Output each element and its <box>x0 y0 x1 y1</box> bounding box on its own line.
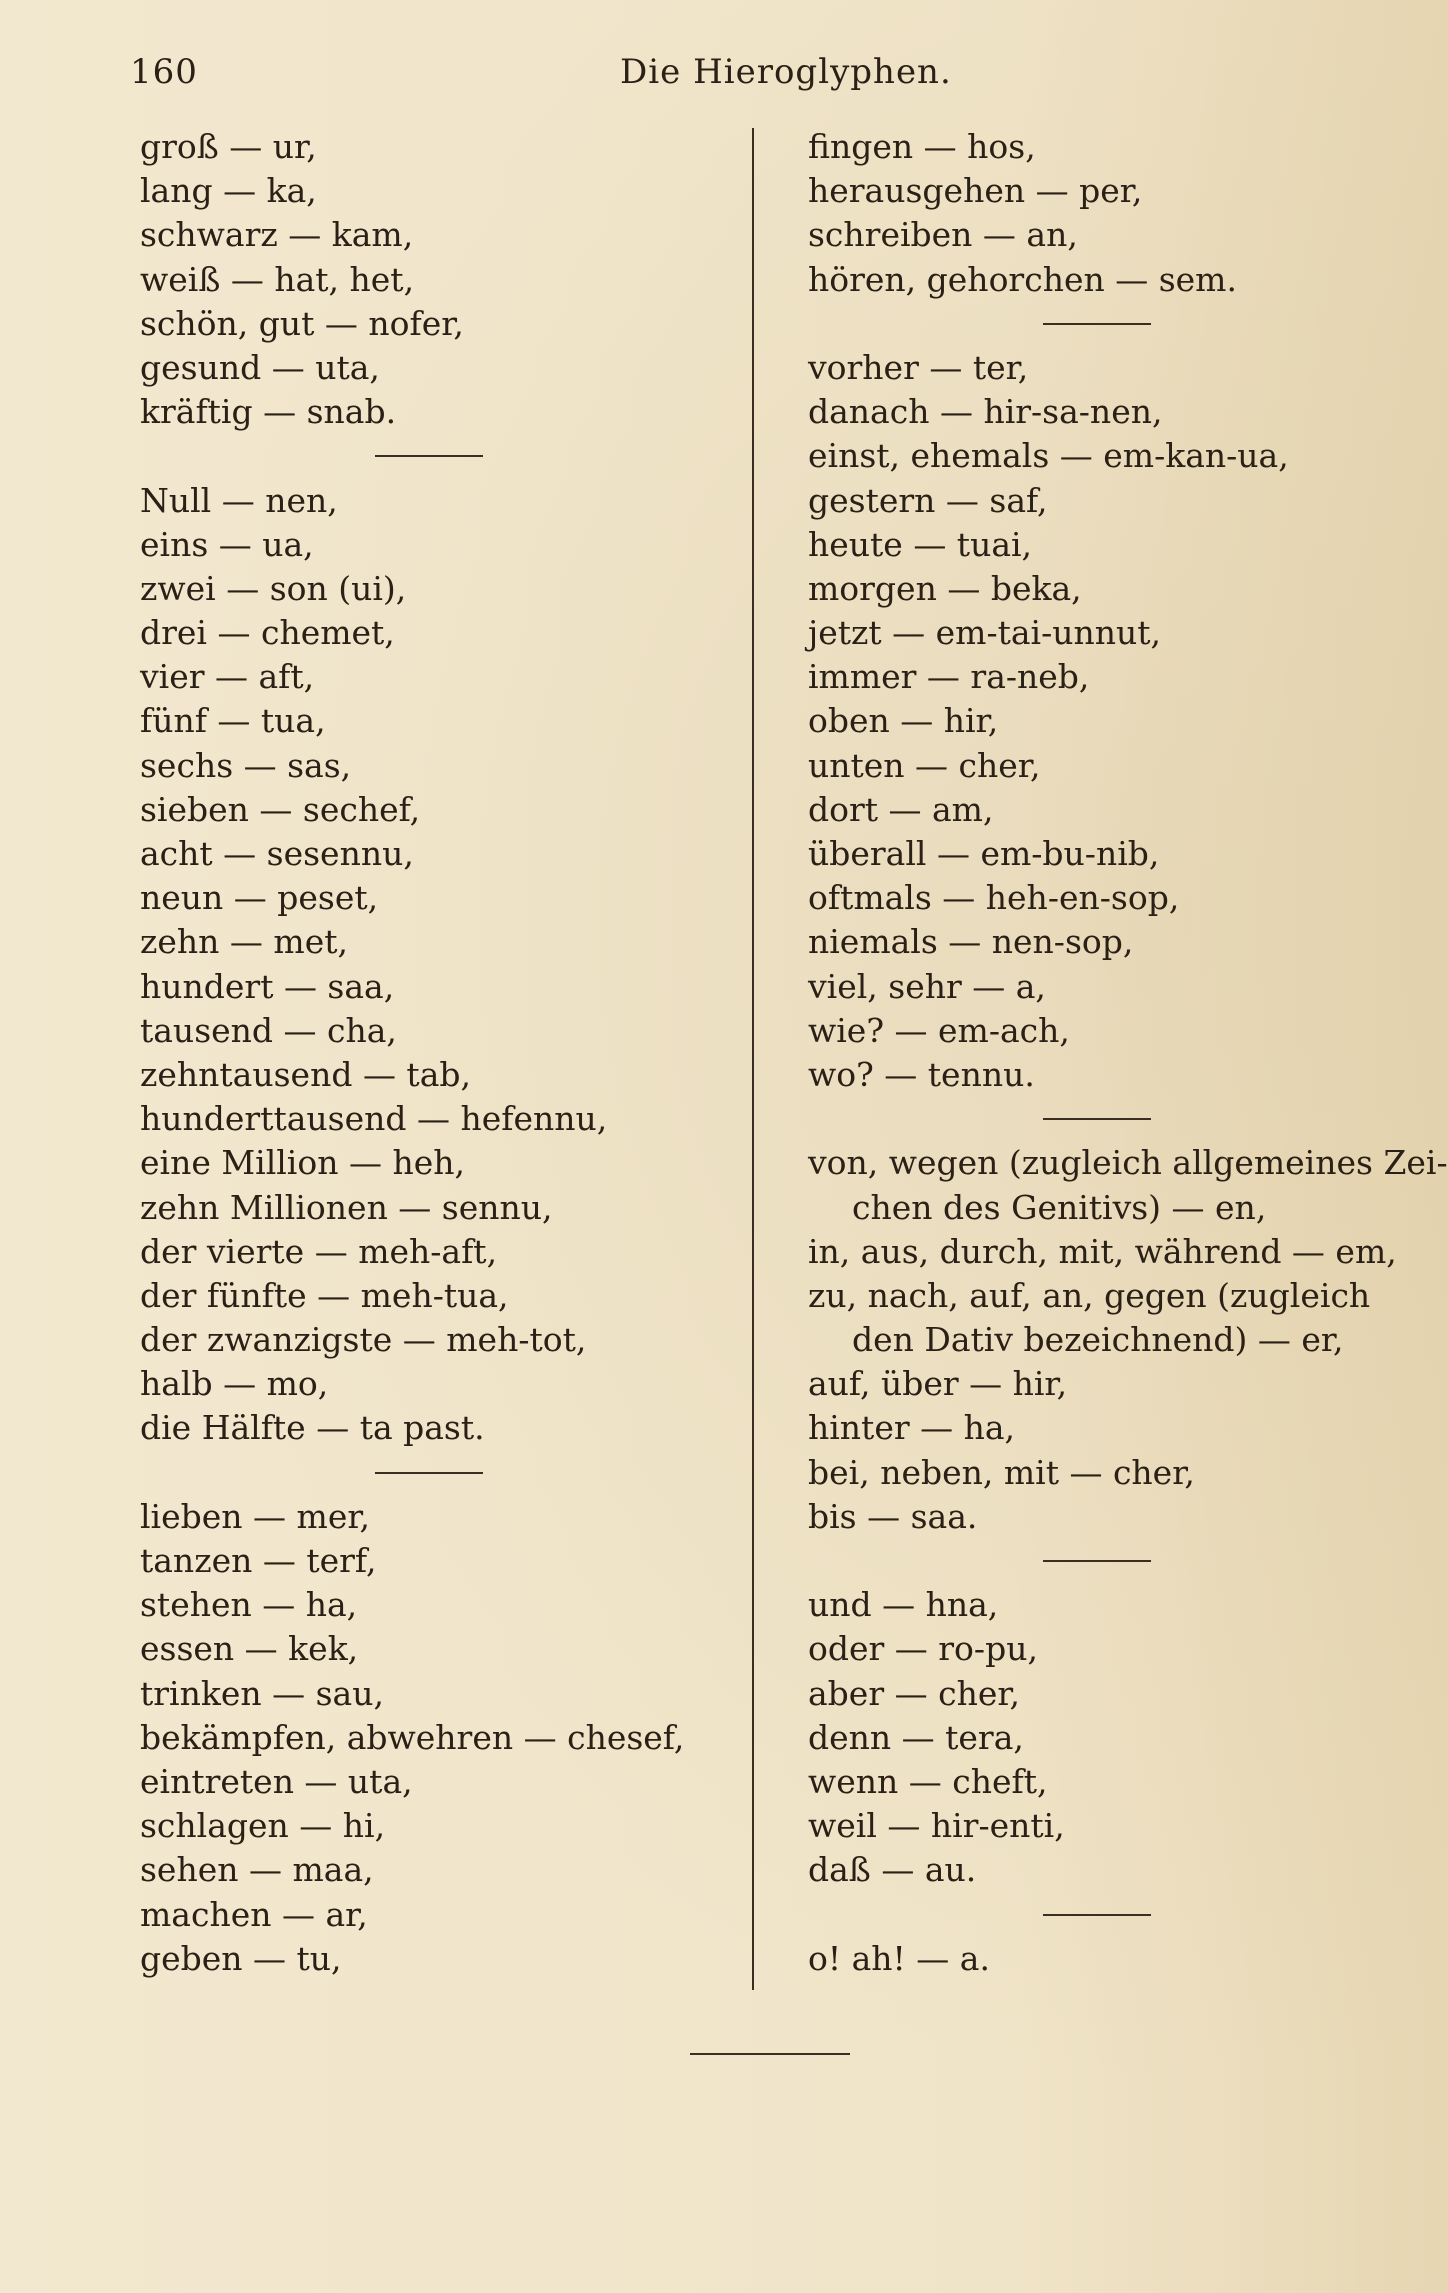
vocabulary-entry: in, aus, durch, mit, während — em, <box>808 1231 1397 1271</box>
vocabulary-entry: die Hälfte — ta past. <box>140 1408 485 1448</box>
right-column <box>808 125 1448 1981</box>
vocabulary-entry: wie? — em-ach, <box>808 1010 1070 1050</box>
page-number: 160 <box>130 52 198 92</box>
vocabulary-entry: tanzen — terf, <box>140 1541 377 1580</box>
column-divider <box>752 128 754 1990</box>
vocabulary-entry: oben — hir, <box>808 701 999 741</box>
vocabulary-entry: essen — kek, <box>140 1629 359 1669</box>
vocabulary-entry: viel, sehr — a, <box>808 966 1046 1006</box>
vocabulary-entry: wenn — cheft, <box>808 1761 1048 1801</box>
vocabulary-entry: den Dativ bezeichnend) — er, <box>852 1320 1344 1360</box>
vocabulary-entry: der vierte — meh-aft, <box>140 1231 498 1271</box>
vocabulary-entry: geben — tu, <box>140 1938 342 1978</box>
left-column <box>140 125 740 1981</box>
vocabulary-entry: und — hna, <box>808 1585 999 1625</box>
vocabulary-entry: hören, gehorchen — sem. <box>808 259 1237 299</box>
vocabulary-entry: halb — mo, <box>140 1364 329 1404</box>
vocabulary-entry: bei, neben, mit — cher, <box>808 1452 1195 1492</box>
vocabulary-entry: überall — em-bu-nib, <box>808 834 1160 873</box>
vocabulary-entry: schön, gut — nofer, <box>140 303 464 343</box>
vocabulary-entry: immer — ra-neb, <box>808 657 1090 697</box>
vocabulary-entry: sechs — sas, <box>140 745 352 785</box>
page-header <box>130 52 1320 102</box>
vocabulary-entry: chen des Genitivs) — en, <box>852 1187 1267 1227</box>
vocabulary-entry: eine Million — heh, <box>140 1143 465 1183</box>
vocabulary-entry: der zwanzigste — meh-tot, <box>140 1320 587 1360</box>
vocabulary-entry: tausend — cha, <box>140 1010 397 1050</box>
vocabulary-entry: fünf — tua, <box>140 701 326 741</box>
section-separator <box>808 1539 1428 1583</box>
vocabulary-entry: vier — aft, <box>140 657 315 697</box>
vocabulary-entry: wo? — tennu. <box>808 1054 1035 1094</box>
vocabulary-entry: hundert — saa, <box>140 966 395 1006</box>
vocabulary-entry: machen — ar, <box>140 1894 368 1934</box>
vocabulary-entry: sieben — sechef, <box>140 789 421 829</box>
vocabulary-entry: fingen — hos, <box>808 127 1036 166</box>
vocabulary-entry: zehntausend — tab, <box>140 1054 471 1094</box>
vocabulary-entry: schwarz — kam, <box>140 215 414 255</box>
vocabulary-entry: heute — tuai, <box>808 524 1033 564</box>
running-title: Die Hieroglyphen. <box>620 52 952 92</box>
vocabulary-entry: einst, ehemals — em-kan-ua, <box>808 436 1289 476</box>
vocabulary-entry: oder — ro-pu, <box>808 1629 1038 1669</box>
vocabulary-entry: acht — sesennu, <box>140 834 414 873</box>
separator-rule <box>1043 1914 1151 1916</box>
vocabulary-entry: daß — au. <box>808 1850 977 1890</box>
section-separator <box>808 302 1428 346</box>
separator-rule <box>375 455 483 457</box>
vocabulary-entry: niemals — nen-sop, <box>808 922 1134 962</box>
vocabulary-entry: zehn Millionen — sennu, <box>140 1187 553 1227</box>
vocabulary-entry: sehen — maa, <box>140 1850 374 1890</box>
vocabulary-entry: aber — cher, <box>808 1673 1020 1713</box>
vocabulary-entry: bekämpfen, abwehren — chesef, <box>140 1717 685 1757</box>
vocabulary-entry: gesund — uta, <box>140 347 380 387</box>
vocabulary-entry: herausgehen — per, <box>808 171 1143 211</box>
vocabulary-entry: der fünfte — meh-tua, <box>140 1275 509 1315</box>
vocabulary-entry: eintreten — uta, <box>140 1761 413 1801</box>
vocabulary-entry: kräftig — snab. <box>140 392 397 432</box>
vocabulary-entry: unten — cher, <box>808 745 1041 785</box>
vocabulary-entry: eins — ua, <box>140 524 314 564</box>
vocabulary-entry: neun — peset, <box>140 878 379 918</box>
vocabulary-entry: drei — chemet, <box>140 613 395 653</box>
vocabulary-entry: vorher — ter, <box>808 347 1029 387</box>
vocabulary-entry: denn — tera, <box>808 1717 1024 1757</box>
vocabulary-entry: von, wegen (zugleich allgemeines Zei- <box>808 1143 1448 1183</box>
separator-rule <box>375 1472 483 1474</box>
vocabulary-entry: dort — am, <box>808 789 994 829</box>
vocabulary-entry: jetzt — em-tai-unnut, <box>808 613 1162 653</box>
vocabulary-entry: trinken — sau, <box>140 1673 384 1713</box>
section-separator <box>140 1451 740 1495</box>
vocabulary-entry: oftmals — heh-en-sop, <box>808 878 1180 918</box>
vocabulary-entry: zehn — met, <box>140 922 348 962</box>
vocabulary-entry: schlagen — hi, <box>140 1806 386 1846</box>
vocabulary-entry: Null — nen, <box>140 480 338 520</box>
section-separator <box>808 1893 1428 1937</box>
vocabulary-entry: morgen — beka, <box>808 568 1082 608</box>
vocabulary-entry: auf, über — hir, <box>808 1364 1068 1404</box>
vocabulary-entry: stehen — ha, <box>140 1585 358 1625</box>
vocabulary-entry: weiß — hat, het, <box>140 259 415 299</box>
vocabulary-entry: danach — hir-sa-nen, <box>808 392 1163 432</box>
vocabulary-entry: bis — saa. <box>808 1496 978 1536</box>
footer-rule <box>690 2053 850 2055</box>
separator-rule <box>1043 1118 1151 1120</box>
vocabulary-entry: zwei — son (ui), <box>140 568 407 608</box>
vocabulary-entry: schreiben — an, <box>808 215 1078 255</box>
vocabulary-entry: zu, nach, auf, an, gegen (zugleich <box>808 1275 1371 1315</box>
section-separator <box>140 434 740 478</box>
vocabulary-entry: groß — ur, <box>140 127 317 166</box>
section-separator <box>808 1097 1428 1141</box>
vocabulary-entry: lieben — mer, <box>140 1496 370 1536</box>
vocabulary-entry: o! ah! — a. <box>808 1938 990 1978</box>
separator-rule <box>1043 1560 1151 1562</box>
vocabulary-entry: hunderttausend — hefennu, <box>140 1099 608 1139</box>
vocabulary-entry: hinter — ha, <box>808 1408 1016 1448</box>
vocabulary-entry: lang — ka, <box>140 171 317 211</box>
vocabulary-entry: gestern — saf, <box>808 480 1048 520</box>
separator-rule <box>1043 323 1151 325</box>
vocabulary-entry: weil — hir-enti, <box>808 1806 1065 1846</box>
